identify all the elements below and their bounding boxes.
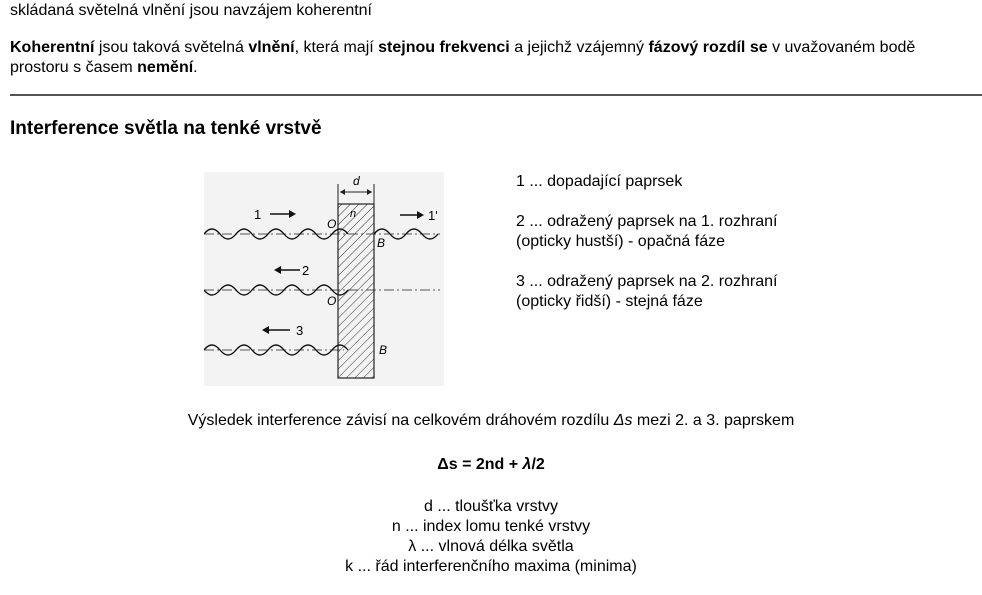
para-text-3: a jejichž vzájemný bbox=[509, 39, 649, 56]
label-B2: B bbox=[379, 343, 388, 357]
section-heading: Interference světla na tenké vrstvě bbox=[10, 118, 322, 139]
result-before: Výsledek interference závisí na celkovém dráhovém rozdílu bbox=[187, 412, 614, 429]
label-O1: O bbox=[327, 217, 337, 231]
legend-item-2-line-2: (opticky hustší) - opačná fáze bbox=[516, 233, 725, 250]
para-text-1: jsou taková světelná bbox=[94, 39, 249, 56]
term-phase: fázový rozdíl se bbox=[648, 39, 768, 56]
term-unchanging: nemění bbox=[137, 59, 194, 76]
variable-definitions bbox=[0, 497, 982, 577]
para-text-4: v uvažovaném bodě prostoru s časem bbox=[10, 39, 916, 76]
formula-lhs: Δs = 2nd + bbox=[437, 456, 523, 473]
divider bbox=[10, 94, 982, 96]
formula-rhs: /2 bbox=[531, 456, 545, 473]
label-B1: B bbox=[377, 236, 386, 250]
path-difference-formula bbox=[0, 456, 982, 474]
thin-film-diagram bbox=[204, 172, 444, 386]
definition-item: λ ... vlnová délka světla bbox=[408, 538, 574, 555]
result-symbol: Δs bbox=[613, 412, 633, 429]
ray-legend bbox=[516, 172, 846, 332]
para-text-5: . bbox=[193, 59, 198, 76]
label-ray-3: 3 bbox=[296, 323, 304, 338]
definition-item: n ... index lomu tenké vrstvy bbox=[391, 518, 591, 535]
term-waves: vlnění bbox=[248, 39, 295, 56]
legend-item-3-line-1: 3 ... odražený paprsek na 2. rozhraní bbox=[516, 273, 778, 290]
label-O2: O bbox=[327, 294, 337, 308]
legend-item bbox=[516, 212, 846, 252]
term-frequency: stejnou frekvenci bbox=[378, 39, 510, 56]
definition-item: d ... tloušťka vrstvy bbox=[423, 498, 559, 515]
label-ray-1p: 1' bbox=[428, 208, 438, 223]
legend-item-2-line-1: 2 ... odražený paprsek na 1. rozhraní bbox=[516, 213, 778, 230]
legend-item-3-line-2: (opticky řidší) - stejná fáze bbox=[516, 293, 703, 310]
label-ray-2: 2 bbox=[302, 263, 310, 278]
legend-item bbox=[516, 172, 846, 192]
label-n: n bbox=[350, 208, 357, 220]
label-ray-1: 1 bbox=[254, 207, 262, 222]
result-sentence bbox=[0, 412, 982, 430]
para-text-2: , která mají bbox=[294, 39, 379, 56]
label-d: d bbox=[353, 174, 360, 188]
coherence-paragraph bbox=[10, 38, 970, 78]
legend-item-1-line-1: 1 ... dopadající paprsek bbox=[516, 173, 683, 190]
legend-item bbox=[516, 272, 846, 312]
result-after: mezi 2. a 3. paprskem bbox=[632, 412, 795, 429]
formula-lambda: λ bbox=[522, 456, 532, 473]
intro-line: skládaná světelná vlnění jsou navzájem koherentní bbox=[10, 2, 372, 19]
term-coherent: Koherentní bbox=[10, 39, 95, 56]
definition-item: k ... řád interferenčního maxima (minima) bbox=[345, 558, 637, 575]
